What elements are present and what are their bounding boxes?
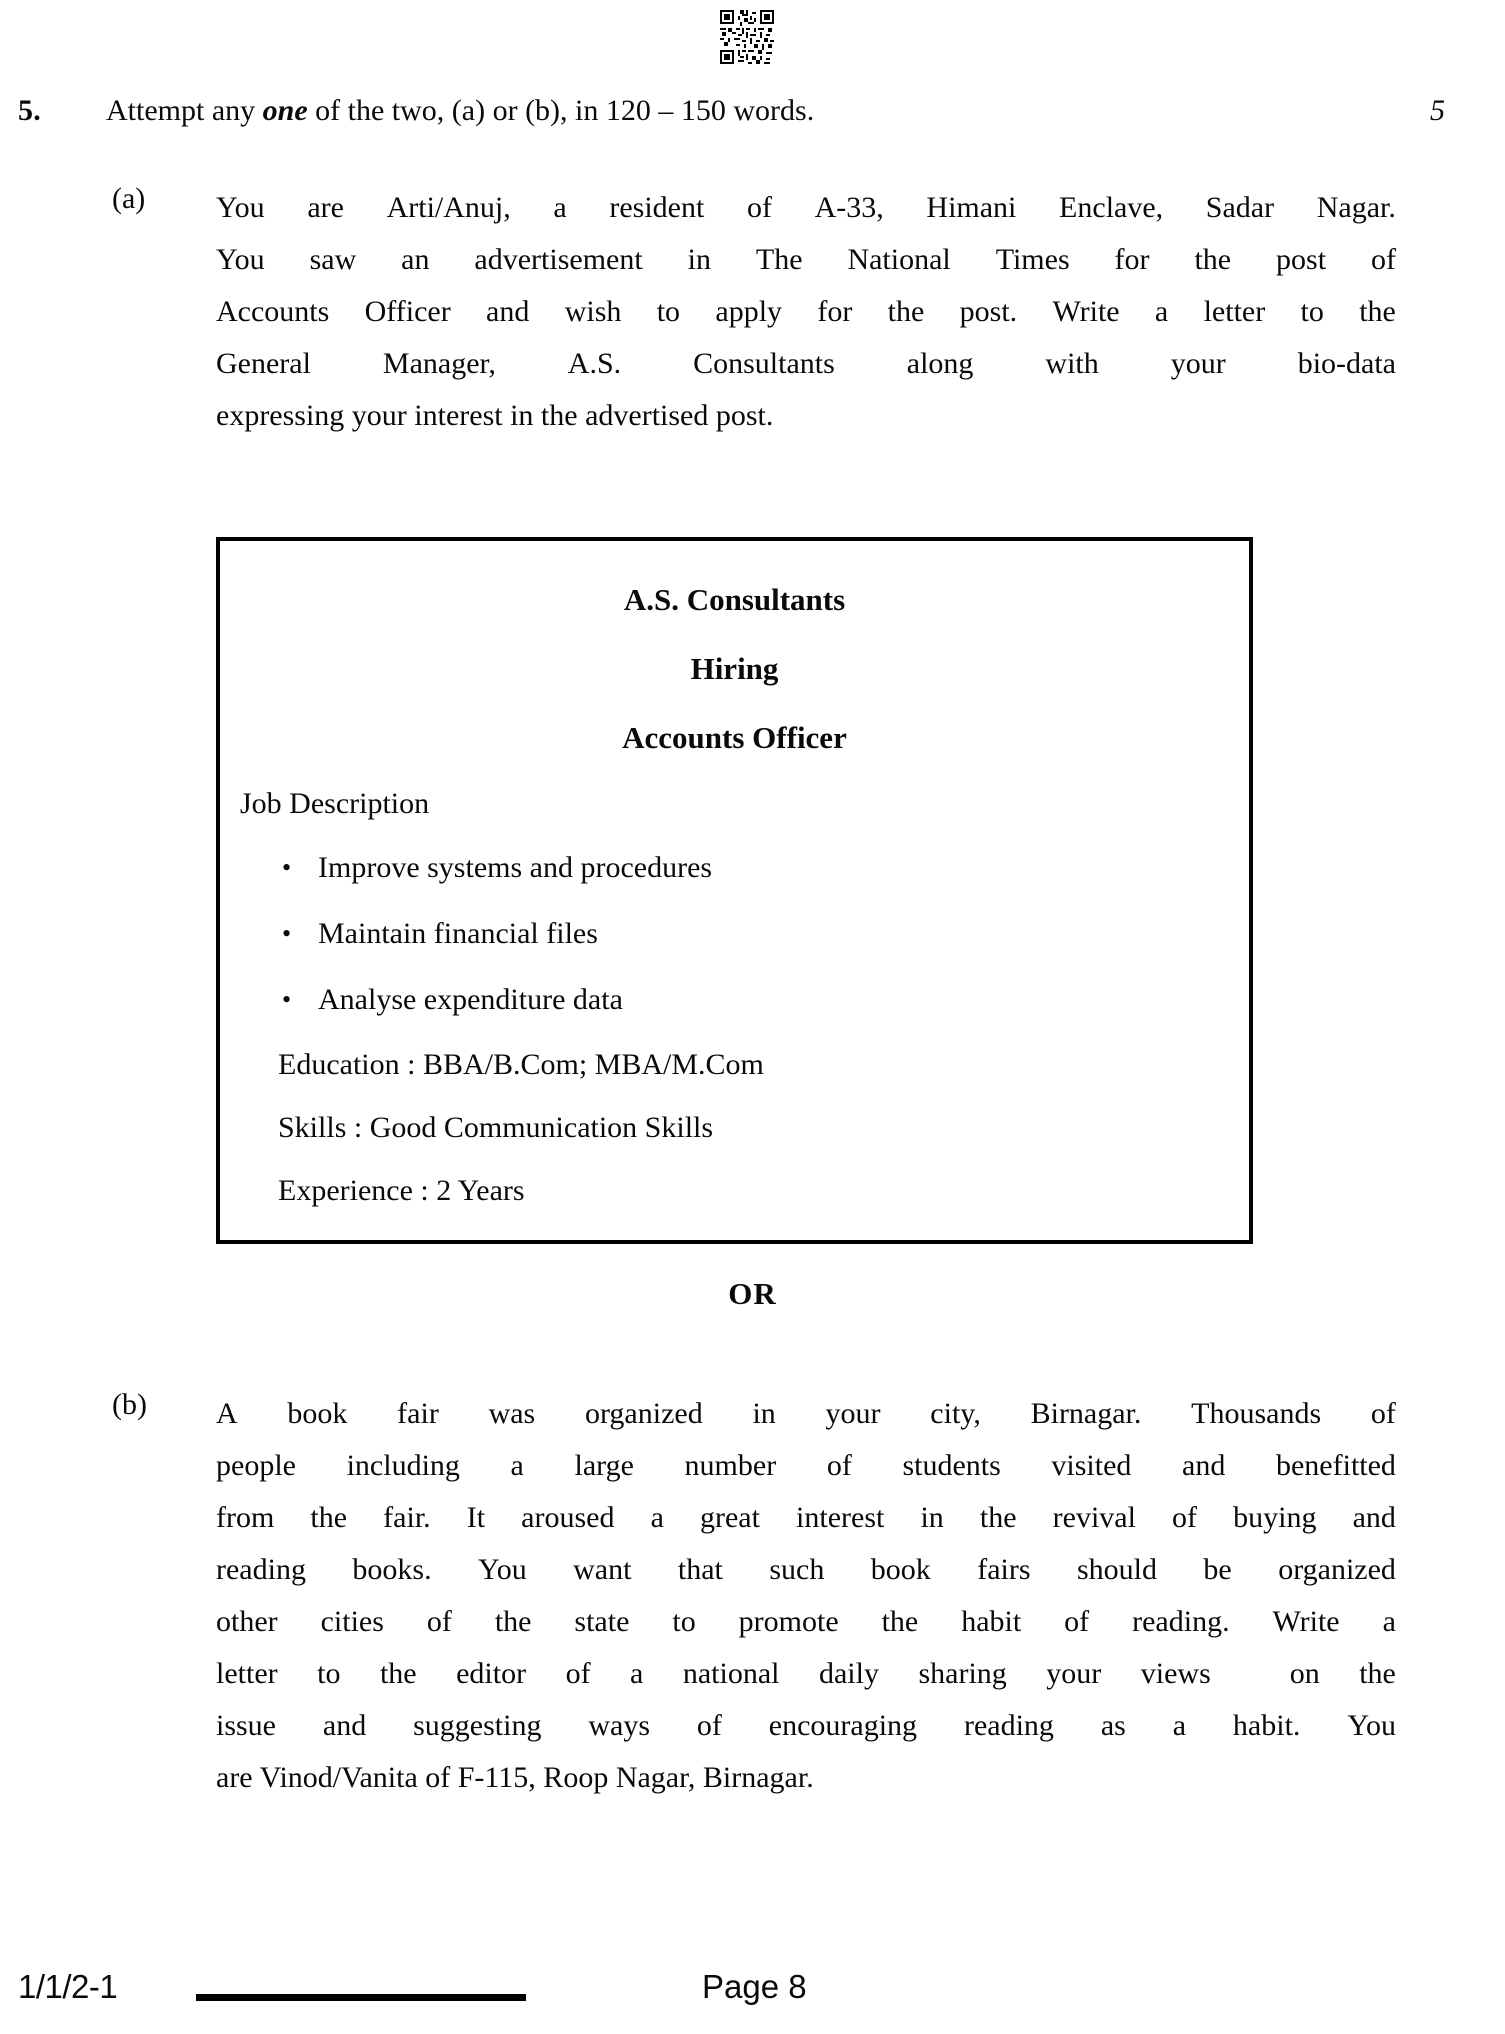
- word: for: [817, 295, 853, 328]
- word: A-33,: [814, 191, 884, 224]
- word: and: [1182, 1449, 1226, 1482]
- word: advertisement: [474, 243, 643, 276]
- word: reading.: [1132, 1605, 1230, 1638]
- part-a-label: (a): [112, 182, 146, 215]
- word: You: [478, 1553, 527, 1586]
- word: Nagar.: [1316, 191, 1396, 224]
- word: You: [1347, 1709, 1396, 1742]
- question-number: 5.: [18, 94, 41, 127]
- word: interest: [796, 1501, 885, 1534]
- word: buying: [1233, 1501, 1317, 1534]
- part-b-line-2: [216, 1440, 1396, 1492]
- word: national: [682, 1657, 780, 1690]
- word: of: [826, 1449, 852, 1482]
- word: along: [906, 347, 974, 380]
- word: in: [752, 1397, 776, 1430]
- word: in: [687, 243, 711, 276]
- paper-code: 1/1/2-1: [18, 1968, 118, 2005]
- qr-code-icon: [718, 8, 776, 66]
- part-a-line-4: [216, 338, 1396, 390]
- word: fairs: [977, 1553, 1031, 1586]
- word: post: [1276, 243, 1327, 276]
- word: organized: [584, 1397, 703, 1430]
- word: such: [769, 1553, 825, 1586]
- ad-skills-line: Skills : Good Communication Skills: [278, 1111, 714, 1144]
- list-item: [220, 901, 1249, 967]
- word: encouraging: [768, 1709, 918, 1742]
- part-b-line-6: [216, 1648, 1396, 1700]
- word: visited: [1051, 1449, 1132, 1482]
- word: from: [216, 1501, 275, 1534]
- word: Birnagar.: [1030, 1397, 1142, 1430]
- word: to: [1300, 295, 1324, 328]
- ad-hiring-label: Hiring: [690, 651, 779, 686]
- or-divider: OR: [728, 1276, 777, 1311]
- part-b-line-4: [216, 1544, 1396, 1596]
- part-a-body: [216, 182, 1396, 442]
- ad-job-description-label: Job Description: [240, 787, 430, 820]
- word: a: [630, 1657, 644, 1690]
- part-a-line-2: [216, 234, 1396, 286]
- word: in: [920, 1501, 944, 1534]
- ad-duty-text: Analyse expenditure data: [318, 983, 623, 1016]
- word: Write: [1052, 295, 1120, 328]
- word: reading: [963, 1709, 1054, 1742]
- word: sharing: [918, 1657, 1007, 1690]
- word: book: [287, 1397, 348, 1430]
- word: the: [1194, 243, 1232, 276]
- word: Officer: [364, 295, 451, 328]
- word: Manager,: [382, 347, 496, 380]
- bullet-icon: •: [282, 919, 292, 948]
- word: You: [216, 243, 265, 276]
- word: benefitted: [1275, 1449, 1396, 1482]
- word: daily: [818, 1657, 879, 1690]
- word: resident: [609, 191, 705, 224]
- word: the: [881, 1605, 919, 1638]
- word: of: [426, 1605, 452, 1638]
- word: a: [1154, 295, 1169, 328]
- word: was: [488, 1397, 536, 1430]
- question-instruction: [106, 94, 814, 128]
- word: of: [746, 191, 772, 224]
- word: fair.: [383, 1501, 431, 1534]
- word: the: [1359, 1657, 1396, 1690]
- word: other: [216, 1605, 278, 1638]
- word: your: [1046, 1657, 1102, 1690]
- word: number: [684, 1449, 777, 1482]
- word: wish: [564, 295, 622, 328]
- word: Enclave,: [1059, 191, 1164, 224]
- word: of: [1370, 243, 1396, 276]
- word: great: [699, 1501, 760, 1534]
- word: of: [1172, 1501, 1198, 1534]
- word: Consultants: [693, 347, 835, 380]
- word: with: [1045, 347, 1099, 380]
- word: National: [847, 243, 951, 276]
- word: A: [216, 1397, 238, 1430]
- word: books.: [352, 1553, 432, 1586]
- word: as: [1100, 1709, 1126, 1742]
- word: reading: [216, 1553, 306, 1586]
- word: Sadar: [1205, 191, 1275, 224]
- word: an: [401, 243, 430, 276]
- word: should: [1076, 1553, 1157, 1586]
- word: are: [307, 191, 344, 224]
- word: Arti/Anuj,: [386, 191, 511, 224]
- word: habit: [961, 1605, 1022, 1638]
- word: state: [574, 1605, 630, 1638]
- list-item: [220, 967, 1249, 1033]
- word: of: [1064, 1605, 1090, 1638]
- ad-duty-text: Maintain financial files: [318, 917, 598, 950]
- word: people: [216, 1449, 296, 1482]
- word: apply: [715, 295, 783, 328]
- word: Accounts: [216, 295, 330, 328]
- word: on: [1289, 1657, 1320, 1690]
- word: views: [1140, 1657, 1211, 1690]
- word: the: [887, 295, 925, 328]
- word: of: [565, 1657, 591, 1690]
- word: including: [346, 1449, 460, 1482]
- word: the: [310, 1501, 348, 1534]
- part-a-line-5: expressing your interest in the advertised post.: [216, 399, 774, 432]
- word: saw: [309, 243, 357, 276]
- word: and: [322, 1709, 367, 1742]
- word: letter: [216, 1657, 278, 1690]
- word: editor: [456, 1657, 527, 1690]
- word: It: [466, 1501, 486, 1534]
- word: a: [510, 1449, 524, 1482]
- part-b-line-8: are Vinod/Vanita of F-115, Roop Nagar, Birnagar.: [216, 1761, 814, 1794]
- word: and: [1352, 1501, 1396, 1534]
- word: organized: [1278, 1553, 1396, 1586]
- word: suggesting: [413, 1709, 542, 1742]
- question-text-after: of the two, (a) or (b), in 120 – 150 words.: [307, 94, 815, 127]
- word: your: [825, 1397, 881, 1430]
- word: for: [1114, 243, 1150, 276]
- part-a-line-1: [216, 182, 1396, 234]
- word: cities: [320, 1605, 384, 1638]
- word: to: [317, 1657, 341, 1690]
- ad-duties-list: [220, 835, 1249, 1033]
- page-number-label: Page 8: [702, 1968, 807, 2005]
- word: habit.: [1232, 1709, 1301, 1742]
- word: a: [1382, 1605, 1396, 1638]
- word: promote: [738, 1605, 839, 1638]
- question-heading-row: [0, 94, 1505, 142]
- word: Write: [1272, 1605, 1340, 1638]
- word: large: [574, 1449, 634, 1482]
- word: post.: [959, 295, 1018, 328]
- word: want: [573, 1553, 632, 1586]
- word: Times: [995, 243, 1070, 276]
- bullet-icon: •: [282, 853, 292, 882]
- word: letter: [1203, 295, 1266, 328]
- part-b-label: (b): [112, 1388, 147, 1421]
- word: bio-data: [1297, 347, 1396, 380]
- part-b-body: [216, 1388, 1396, 1804]
- part-b-line-3: [216, 1492, 1396, 1544]
- word: and: [486, 295, 530, 328]
- word: your: [1170, 347, 1226, 380]
- word: General: [216, 347, 311, 380]
- part-b-line-5: [216, 1596, 1396, 1648]
- word: The: [755, 243, 803, 276]
- word: book: [870, 1553, 931, 1586]
- question-emphasis: one: [262, 94, 308, 127]
- ad-company-name: A.S. Consultants: [623, 582, 846, 617]
- ad-duty-text: Improve systems and procedures: [318, 851, 713, 884]
- word: Himani: [926, 191, 1017, 224]
- word: the: [979, 1501, 1017, 1534]
- list-item: [220, 835, 1249, 901]
- word: Thousands: [1191, 1397, 1322, 1430]
- word: city,: [930, 1397, 981, 1430]
- word: students: [902, 1449, 1001, 1482]
- word: A.S.: [567, 347, 622, 380]
- word: a: [553, 191, 567, 224]
- word: be: [1203, 1553, 1232, 1586]
- word: revival: [1052, 1501, 1136, 1534]
- question-marks: 5: [1430, 94, 1445, 127]
- word: of: [1370, 1397, 1396, 1430]
- ad-education-line: Education : BBA/B.Com; MBA/M.Com: [278, 1048, 764, 1081]
- word: the: [1359, 295, 1396, 328]
- word: of: [696, 1709, 722, 1742]
- word: You: [216, 191, 265, 224]
- word: the: [379, 1657, 417, 1690]
- bullet-icon: •: [282, 985, 292, 1014]
- job-advertisement-box: [216, 537, 1253, 1244]
- ad-position-title: Accounts Officer: [622, 720, 847, 755]
- word: that: [677, 1553, 723, 1586]
- word: a: [1172, 1709, 1187, 1742]
- part-b-line-1: [216, 1388, 1396, 1440]
- part-a-line-3: [216, 286, 1396, 338]
- word: ways: [588, 1709, 650, 1742]
- page-footer: [0, 1968, 1505, 2018]
- word: a: [650, 1501, 664, 1534]
- word: fair: [397, 1397, 439, 1430]
- word: the: [494, 1605, 532, 1638]
- word: issue: [216, 1709, 276, 1742]
- word: to: [672, 1605, 696, 1638]
- word: aroused: [521, 1501, 615, 1534]
- question-text-before: Attempt any: [106, 94, 263, 127]
- word: to: [656, 295, 681, 328]
- footer-divider-rule: [196, 1994, 526, 2001]
- part-b-line-7: [216, 1700, 1396, 1752]
- ad-experience-line: Experience : 2 Years: [278, 1174, 525, 1207]
